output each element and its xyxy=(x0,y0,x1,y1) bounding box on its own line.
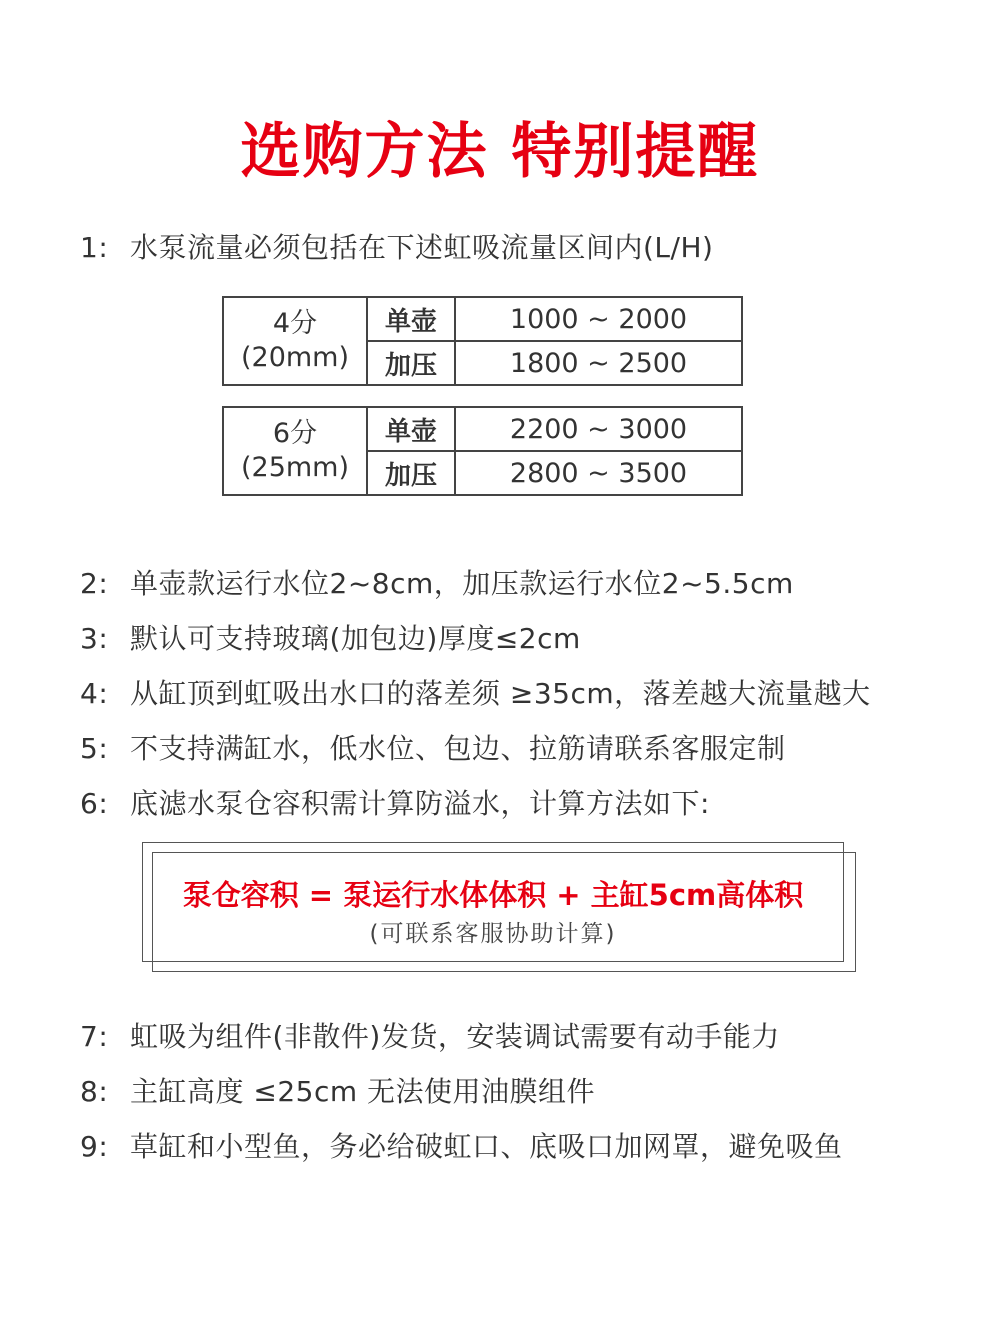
item-number: 8: xyxy=(80,1075,109,1108)
flow-table-4fen xyxy=(222,296,743,386)
list-item xyxy=(80,1015,780,1055)
flow-range-cell: 1000 ~ 2000 xyxy=(455,297,742,341)
list-item xyxy=(80,1070,595,1110)
formula-note: (可联系客服协助计算) xyxy=(369,921,617,947)
item-number: 3: xyxy=(80,622,109,655)
item-number: 4: xyxy=(80,677,109,710)
table-row xyxy=(223,407,742,451)
item-text: 从缸顶到虹吸出水口的落差须 ≥35cm，落差越大流量越大 xyxy=(130,677,871,710)
page-title: 选购方法 特别提醒 xyxy=(240,117,760,187)
mode-cell: 单壶 xyxy=(367,297,455,341)
list-item xyxy=(80,782,710,822)
mode-cell: 单壶 xyxy=(367,407,455,451)
list-item xyxy=(80,562,794,602)
item-text: 不支持满缸水，低水位、包边、拉筋请联系客服定制 xyxy=(130,732,786,765)
mode-cell: 加压 xyxy=(367,451,455,495)
pipe-spec-cell xyxy=(223,297,367,385)
item-text: 主缸高度 ≤25cm 无法使用油膜组件 xyxy=(130,1075,596,1108)
list-item xyxy=(80,1125,843,1165)
item-text: 单壶款运行水位2~8cm，加压款运行水位2~5.5cm xyxy=(130,567,794,600)
formula-box xyxy=(142,842,844,962)
item-number: 1: xyxy=(80,231,109,264)
item-number: 6: xyxy=(80,787,109,820)
item-number: 2: xyxy=(80,567,109,600)
formula-text: 泵仓容积 = 泵运行水体体积 + 主缸5cm高体积 xyxy=(182,878,804,912)
list-item xyxy=(80,617,581,657)
item-number: 5: xyxy=(80,732,109,765)
item-text: 底滤水泵仓容积需计算防溢水，计算方法如下: xyxy=(130,787,710,820)
item-number: 7: xyxy=(80,1020,109,1053)
item-text: 水泵流量必须包括在下述虹吸流量区间内(L/H) xyxy=(130,231,714,264)
item-text: 默认可支持玻璃(加包边)厚度≤2cm xyxy=(130,622,581,655)
flow-table-6fen xyxy=(222,406,743,496)
flow-range-cell: 2200 ~ 3000 xyxy=(455,407,742,451)
item-text: 草缸和小型鱼，务必给破虹口、底吸口加网罩，避免吸鱼 xyxy=(130,1130,843,1163)
list-item xyxy=(80,226,713,266)
pipe-size-label: 4分 xyxy=(272,308,318,339)
list-item xyxy=(80,672,871,712)
pipe-diameter-label: (25mm) xyxy=(240,452,350,483)
flow-range-cell: 2800 ~ 3500 xyxy=(455,451,742,495)
pipe-diameter-label: (20mm) xyxy=(240,342,350,373)
flow-range-cell: 1800 ~ 2500 xyxy=(455,341,742,385)
list-item xyxy=(80,727,786,767)
mode-cell: 加压 xyxy=(367,341,455,385)
item-text: 虹吸为组件(非散件)发货，安装调试需要有动手能力 xyxy=(130,1020,780,1053)
pipe-size-label: 6分 xyxy=(272,418,318,449)
pipe-spec-cell xyxy=(223,407,367,495)
item-number: 9: xyxy=(80,1130,109,1163)
table-row xyxy=(223,297,742,341)
